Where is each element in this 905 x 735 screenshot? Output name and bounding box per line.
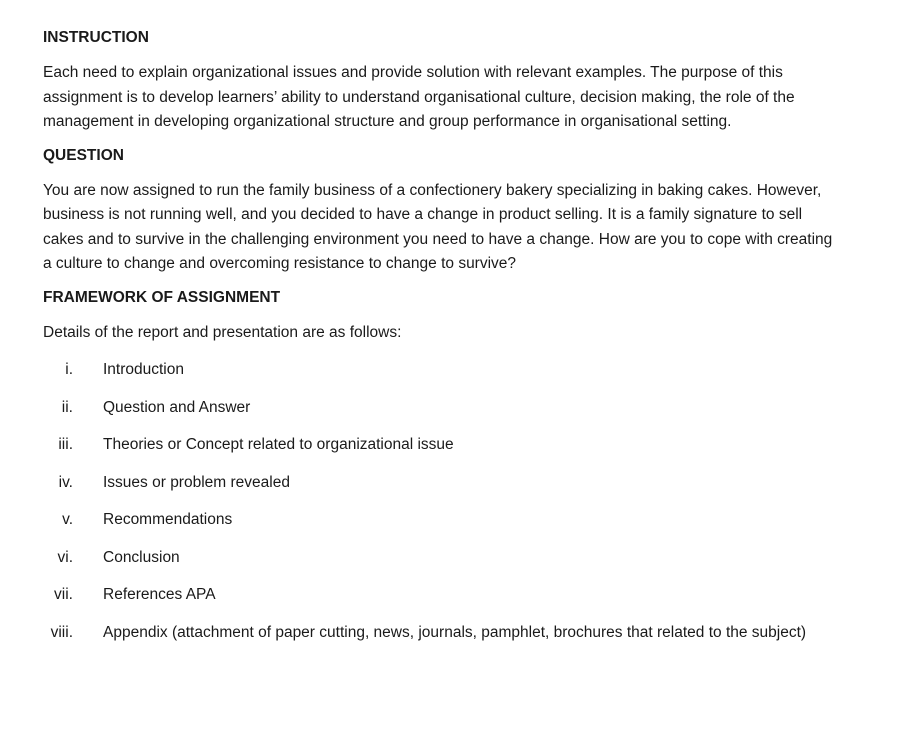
list-item-text: Theories or Concept related to organizational issue [103, 436, 454, 453]
list-numeral: ii. [61, 398, 73, 416]
list-item [43, 358, 845, 383]
list-numeral: viii. [50, 623, 73, 641]
framework-heading: FRAMEWORK OF ASSIGNMENT [43, 288, 281, 306]
instruction-heading: INSTRUCTION [43, 29, 149, 46]
list-numeral: iii. [58, 436, 73, 453]
list-item [43, 583, 845, 608]
list-item-text: Introduction [103, 361, 184, 378]
question-paragraph: You are now assigned to run the family business of a confectionery bakery specializing in baking cakes. However, business is not running well, and you decided to have a change in product selling. It is a family signature to sell cakes and to survive in the challenging environment you need to have a change. How are you to cope with creating a culture to change and overcoming resistance to change to survive? [43, 181, 833, 272]
list-item-text: References APA [103, 586, 216, 603]
list-numeral: vii. [54, 586, 73, 603]
framework-intro: Details of the report and presentation are as follows: [43, 323, 402, 341]
instruction-paragraph: Each need to explain organizational issues and provide solution with relevant examples. The purpose of this assignment is to develop learners’ ability to understand organisational culture, decision making, the role of the management in developing organizational structure and group performance in organisational setting. [43, 64, 795, 130]
list-item-text: Question and Answer [103, 398, 251, 416]
list-item [43, 546, 845, 571]
list-item [43, 471, 845, 496]
list-item-text: Issues or problem revealed [103, 473, 290, 491]
list-item [43, 433, 845, 458]
list-numeral: vi. [57, 548, 73, 566]
list-item [43, 508, 845, 533]
list-item [43, 621, 845, 646]
list-item-text: Recommendations [103, 511, 233, 528]
list-numeral: v. [62, 511, 73, 528]
list-numeral: iv. [58, 473, 73, 491]
list-item-text: Conclusion [103, 548, 180, 566]
question-heading: QUESTION [43, 146, 124, 164]
list-item [43, 396, 845, 421]
list-numeral: i. [65, 361, 73, 378]
framework-list [43, 358, 845, 645]
list-item-text: Appendix (attachment of paper cutting, news, journals, pamphlet, brochures that related to the subject) [103, 623, 807, 641]
